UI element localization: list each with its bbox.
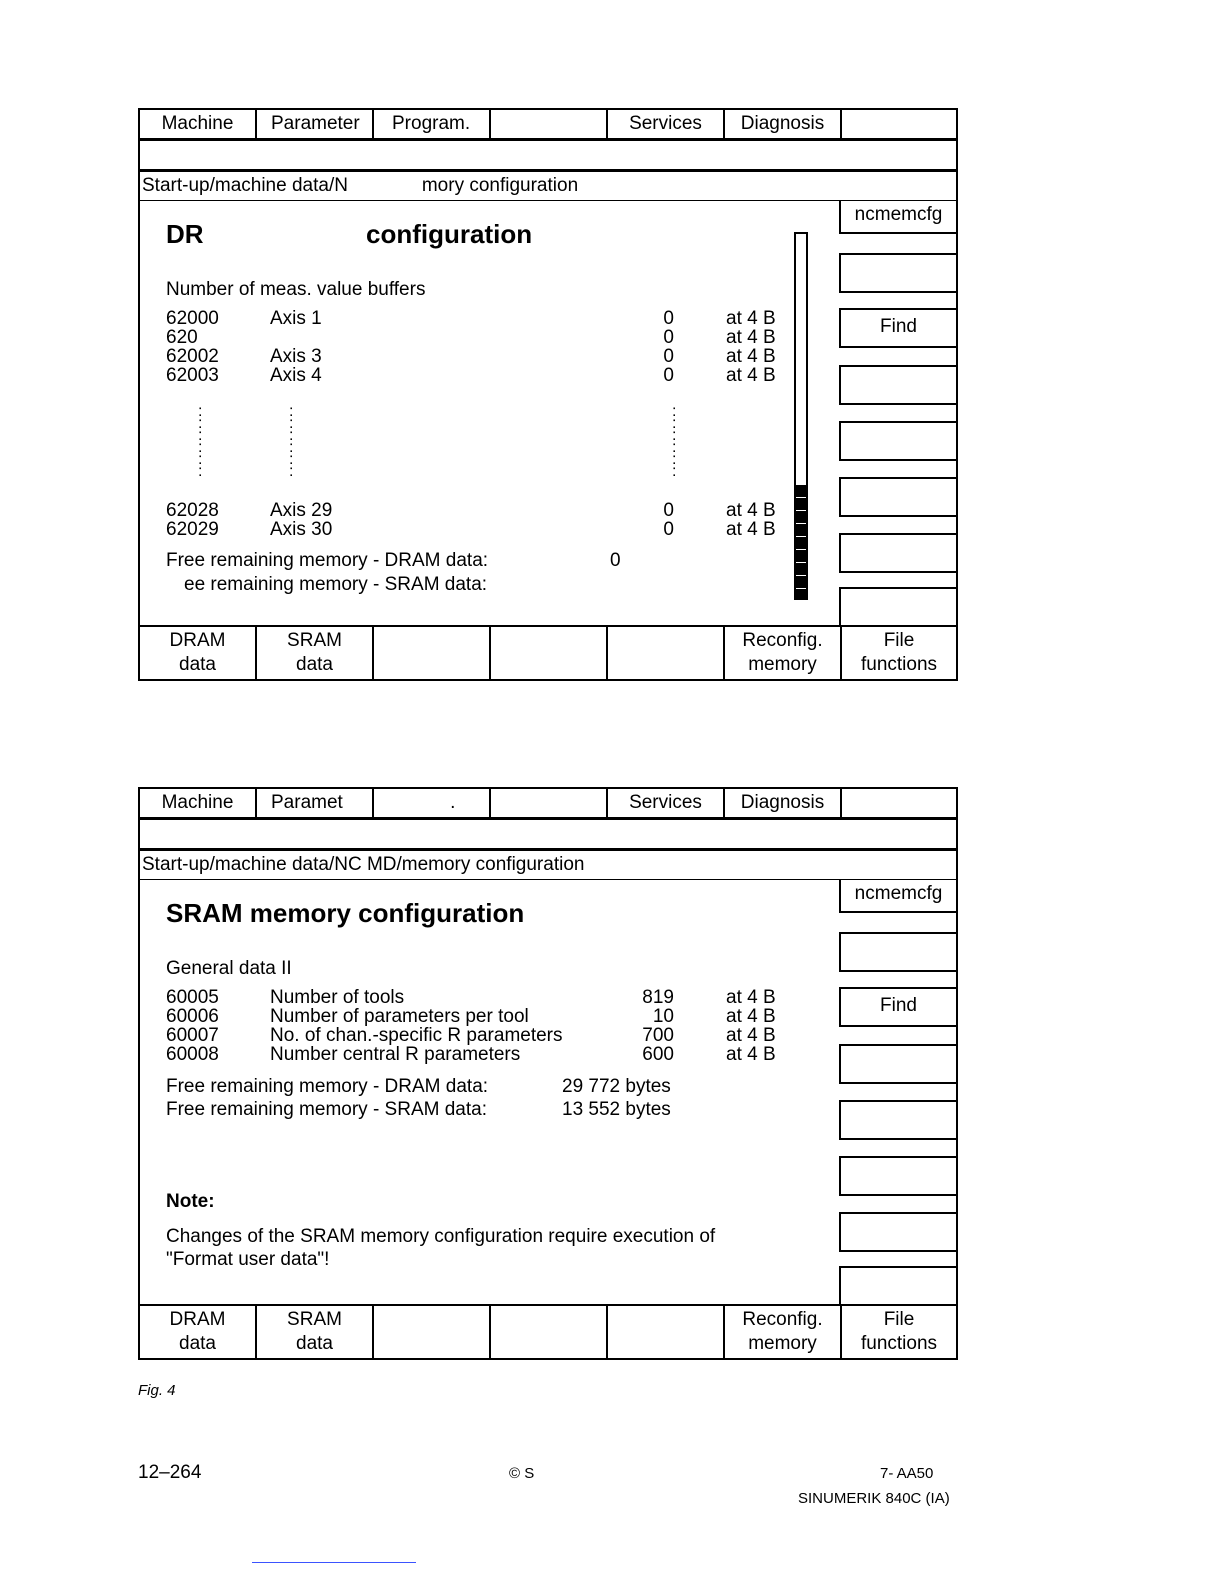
free-dram-value: 29 772 bytes	[562, 1076, 671, 1097]
menu-empty-2[interactable]	[842, 789, 956, 817]
menu-parameter[interactable]: Paramet	[257, 789, 374, 817]
softkey-empty-1[interactable]	[374, 1306, 491, 1358]
menu-parameter[interactable]: Parameter	[257, 110, 374, 138]
page-title-left: DR	[166, 219, 204, 249]
free-dram-value: 0	[610, 550, 621, 571]
row-id: 60007	[166, 1025, 219, 1046]
menu-machine[interactable]: Machine	[140, 110, 257, 138]
ellipsis-dots: : : : : : :	[289, 403, 294, 480]
scrollbar-thumb[interactable]	[796, 485, 806, 598]
dram-data-button[interactable]: DRAM data	[140, 627, 257, 679]
row-id: 60006	[166, 1006, 219, 1027]
sram-data-button[interactable]: SRAM data	[257, 1306, 374, 1358]
note-text-line1: Changes of the SRAM memory configuration require execution of	[166, 1226, 716, 1247]
menu-program[interactable]: Program.	[374, 110, 491, 138]
section-heading: General data II	[166, 958, 292, 979]
reconfig-memory-button[interactable]: Reconfig. memory	[725, 1306, 842, 1358]
softkey-empty-3[interactable]	[608, 627, 725, 679]
row-unit: at 4 B	[726, 327, 776, 348]
row-unit: at 4 B	[726, 346, 776, 367]
file-functions-button[interactable]: File functions	[860, 630, 938, 675]
menu-empty-2[interactable]	[842, 110, 956, 138]
menu-empty-1[interactable]	[491, 110, 608, 138]
row-unit: at 4 B	[726, 365, 776, 386]
bottom-softkey-bar	[138, 625, 958, 681]
document-code: 7- AA50	[880, 1465, 934, 1482]
row-name: Number of tools	[270, 987, 405, 1008]
row-value[interactable]: 0	[663, 519, 674, 540]
row-name: Number central R parameters	[270, 1044, 521, 1065]
row-name: Axis 29	[270, 500, 333, 521]
product-name: SINUMERIK 840C (IA)	[798, 1490, 950, 1507]
softkey-vertical-5[interactable]	[839, 1156, 958, 1196]
ellipsis-dots: : : : : : :	[672, 403, 677, 480]
softkey-vertical-7[interactable]	[839, 587, 958, 627]
find-button[interactable]: Find	[839, 308, 958, 348]
main-menu-bar	[138, 108, 958, 140]
softkey-empty-2[interactable]	[491, 627, 608, 679]
path-bar	[138, 849, 958, 881]
free-sram-label: ee remaining memory - SRAM data:	[184, 574, 488, 595]
row-id: 62000	[166, 308, 219, 329]
menu-services[interactable]: Services	[608, 110, 725, 138]
sram-data-button[interactable]: SRAM data	[257, 627, 374, 679]
note-text-line2: "Format user data"!	[166, 1249, 330, 1270]
row-value[interactable]: 0	[663, 327, 674, 348]
row-value[interactable]: 0	[663, 308, 674, 329]
bottom-softkey-bar	[138, 1304, 958, 1360]
info-bar	[138, 818, 958, 850]
reconfig-memory-button[interactable]: Reconfig. memory	[725, 627, 842, 679]
free-dram-label: Free remaining memory - DRAM data:	[166, 1076, 489, 1097]
softkey-empty-2[interactable]	[491, 1306, 608, 1358]
file-functions-button[interactable]: File functions	[860, 1309, 938, 1354]
page-title-right: configuration	[366, 219, 533, 249]
softkey-vertical-3[interactable]	[839, 365, 958, 405]
menu-empty-1[interactable]	[491, 789, 608, 817]
row-id: 62028	[166, 500, 219, 521]
softkey-vertical-1[interactable]	[839, 932, 958, 972]
row-unit: at 4 B	[726, 1025, 776, 1046]
softkey-vertical-1[interactable]	[839, 253, 958, 293]
row-name: Axis 1	[270, 308, 322, 329]
row-value[interactable]: 0	[663, 500, 674, 521]
menu-services[interactable]: Services	[608, 789, 725, 817]
find-button[interactable]: Find	[839, 987, 958, 1027]
row-id: 60008	[166, 1044, 219, 1065]
softkey-vertical-6[interactable]	[839, 1212, 958, 1252]
softkey-empty-1[interactable]	[374, 627, 491, 679]
sram-config-screen	[138, 787, 958, 1361]
softkey-vertical-5[interactable]	[839, 477, 958, 517]
dram-data-button[interactable]: DRAM data	[140, 1306, 257, 1358]
vertical-scrollbar[interactable]	[794, 232, 808, 600]
page-title: SRAM memory configuration	[166, 898, 525, 928]
row-name: Axis 3	[270, 346, 322, 367]
page-number: 12–264	[138, 1462, 202, 1483]
row-id: 60005	[166, 987, 219, 1008]
menu-diagnosis[interactable]: Diagnosis	[725, 789, 842, 817]
figure-caption: Fig. 4	[138, 1382, 176, 1399]
note-label: Note:	[166, 1191, 215, 1212]
free-sram-label: Free remaining memory - SRAM data:	[166, 1099, 487, 1120]
section-heading: Number of meas. value buffers	[166, 279, 426, 300]
row-unit: at 4 B	[726, 519, 776, 540]
breadcrumb: Start-up/machine data/N mory configuration	[142, 175, 579, 196]
softkey-vertical-6[interactable]	[839, 533, 958, 573]
row-value[interactable]: 0	[663, 365, 674, 386]
free-sram-value: 13 552 bytes	[562, 1099, 671, 1120]
softkey-empty-3[interactable]	[608, 1306, 725, 1358]
softkey-vertical-7[interactable]	[839, 1266, 958, 1306]
row-unit: at 4 B	[726, 308, 776, 329]
row-unit: at 4 B	[726, 1006, 776, 1027]
row-value[interactable]: 600	[642, 1044, 674, 1065]
menu-program[interactable]: .	[374, 789, 491, 817]
row-name: Number of parameters per tool	[270, 1006, 529, 1027]
row-name: Axis 4	[270, 365, 322, 386]
copyright: © S	[509, 1465, 535, 1482]
row-value[interactable]: 819	[642, 987, 674, 1008]
dram-config-screen	[138, 108, 958, 682]
row-unit: at 4 B	[726, 500, 776, 521]
info-bar	[138, 139, 958, 171]
row-name: No. of chan.-specific R parameters	[270, 1025, 563, 1046]
softkey-vertical-3[interactable]	[839, 1044, 958, 1084]
free-dram-label: Free remaining memory - DRAM data:	[166, 550, 489, 571]
softkey-vertical-4[interactable]	[839, 421, 958, 461]
ellipsis-dots: : : : : : :	[198, 403, 203, 480]
row-unit: at 4 B	[726, 987, 776, 1008]
menu-diagnosis[interactable]: Diagnosis	[725, 110, 842, 138]
row-value[interactable]: 0	[663, 346, 674, 367]
row-unit: at 4 B	[726, 1044, 776, 1065]
link-underline	[252, 1562, 416, 1563]
row-id: 62002	[166, 346, 219, 367]
softkey-ncmemcfg[interactable]: ncmemcfg	[839, 880, 958, 913]
main-menu-bar	[138, 787, 958, 819]
softkey-vertical-4[interactable]	[839, 1100, 958, 1140]
menu-machine[interactable]: Machine	[140, 789, 257, 817]
breadcrumb: Start-up/machine data/NC MD/memory configuration	[142, 854, 585, 875]
row-id: 620	[166, 327, 198, 348]
path-bar	[138, 170, 958, 202]
row-name: Axis 30	[270, 519, 333, 540]
row-id: 62029	[166, 519, 219, 540]
softkey-ncmemcfg[interactable]: ncmemcfg	[839, 201, 958, 234]
row-id: 62003	[166, 365, 219, 386]
row-value[interactable]: 700	[642, 1025, 674, 1046]
row-value[interactable]: 10	[652, 1006, 674, 1027]
